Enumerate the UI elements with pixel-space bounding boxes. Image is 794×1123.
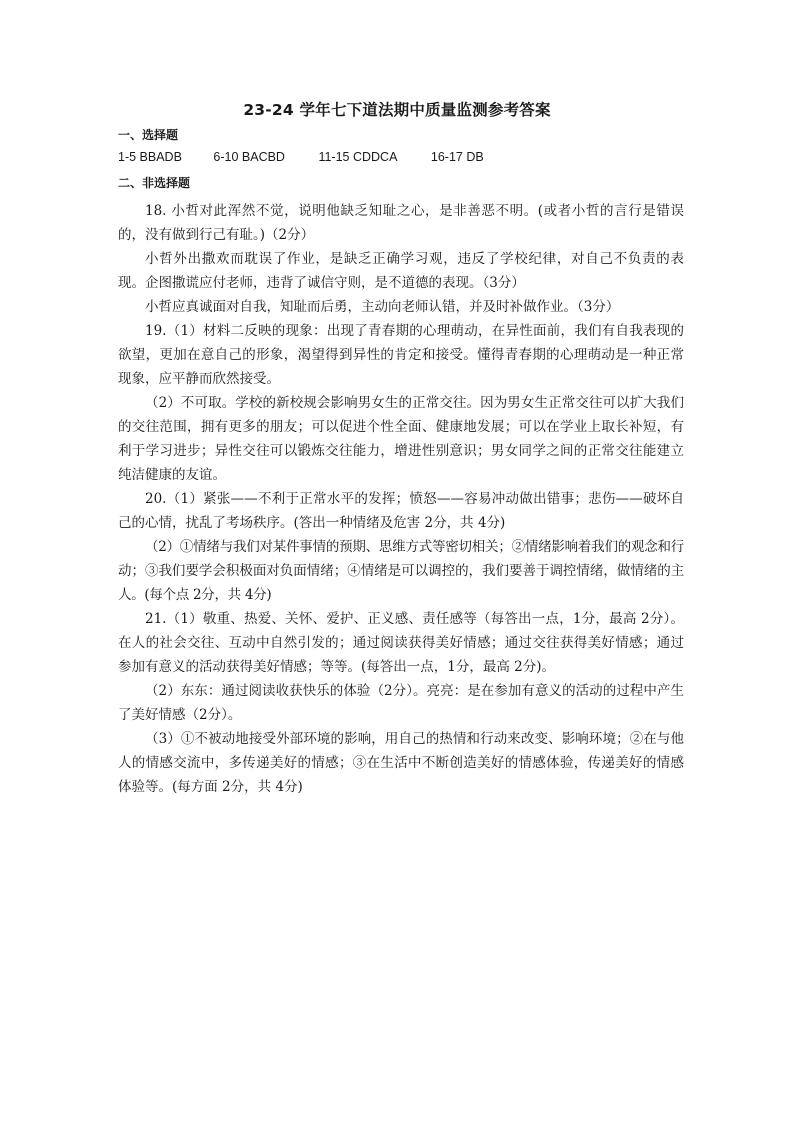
answer-paragraph: （2）东东：通过阅读收获快乐的体验（2分）。亮亮：是在参加有意义的活动的过程中产生了美好情感（2分）。 (118, 683, 684, 723)
answer-paragraph: （2）①情绪与我们对某件事情的预期、思维方式等密切相关；②情绪影响着我们的观念和行动；③我们要学会积极面对负面情绪；④情绪是可以调控的，我们要善于调控情绪，做情绪的主人。(每个点 2分，共 4分) (118, 539, 684, 603)
section-heading-multiple-choice: 一、选择题 (118, 128, 179, 142)
answer-group: 16-17 DB (430, 150, 484, 164)
answer-paragraph: 21.（1）敬重、热爱、关怀、爱护、正义感、责任感等（每答出一点，1分，最高 2分）。在人的社会交往、互动中自然引发的；通过阅读获得美好情感；通过交往获得美好情感；通过参加有意义的活动获得美好情感；等等。(每答出一点，1分，最高 2分)。 (118, 611, 684, 675)
answer-paragraph: 小哲应真诚面对自我，知耻而后勇，主动向老师认错，并及时补做作业。（3分） (145, 299, 620, 315)
page-title: 23-24 学年七下道法期中质量监测参考答案 (243, 101, 551, 119)
answer-paragraph: 20.（1）紧张——不利于正常水平的发挥；愤怒——容易冲动做出错事；悲伤——破坏自己的心情，扰乱了考场秩序。(答出一种情绪及危害 2分，共 4分) (118, 491, 684, 531)
answer-paragraph: 18. 小哲对此浑然不觉，说明他缺乏知耻之心，是非善恶不明。(或者小哲的言行是错误的，没有做到行己有耻。)（2分） (118, 203, 684, 243)
answer-paragraph: （3）①不被动地接受外部环境的影响，用自己的热情和行动来改变、影响环境；②在与他人的情感交流中，多传递美好的情感；③在生活中不断创造美好的情感体验，传递美好的情感体验等。(每方面 2分，共 4分) (118, 731, 684, 795)
answer-group: 1-5 BBADB (118, 150, 182, 164)
non-choice-answers (118, 199, 684, 799)
section-heading-non-choice: 二、非选择题 (118, 176, 191, 190)
answer-paragraph: 19.（1）材料二反映的现象：出现了青春期的心理萌动，在异性面前，我们有自我表现的欲望，更加在意自己的形象，渴望得到异性的肯定和接受。懂得青春期的心理萌动是一种正常现象，应平静而欣然接受。 (118, 323, 684, 387)
multiple-choice-answers (118, 150, 484, 164)
answer-paragraph: 小哲外出撒欢而耽误了作业，是缺乏正确学习观，违反了学校纪律，对自己不负责的表现。企图撒谎应付老师，违背了诚信守则，是不道德的表现。（3分） (118, 251, 684, 291)
answer-group: 6-10 BACBD (213, 150, 285, 164)
answer-paragraph: （2）不可取。学校的新校规会影响男女生的正常交往。因为男女生正常交往可以扩大我们的交往范围，拥有更多的朋友；可以促进个性全面、健康地发展；可以在学业上取长补短，有利于学习进步；异性交往可以锻炼交往能力，增进性别意识；男女同学之间的正常交往能建立纯洁健康的友谊。 (118, 395, 684, 483)
answer-group: 11-15 CDDCA (318, 150, 398, 164)
